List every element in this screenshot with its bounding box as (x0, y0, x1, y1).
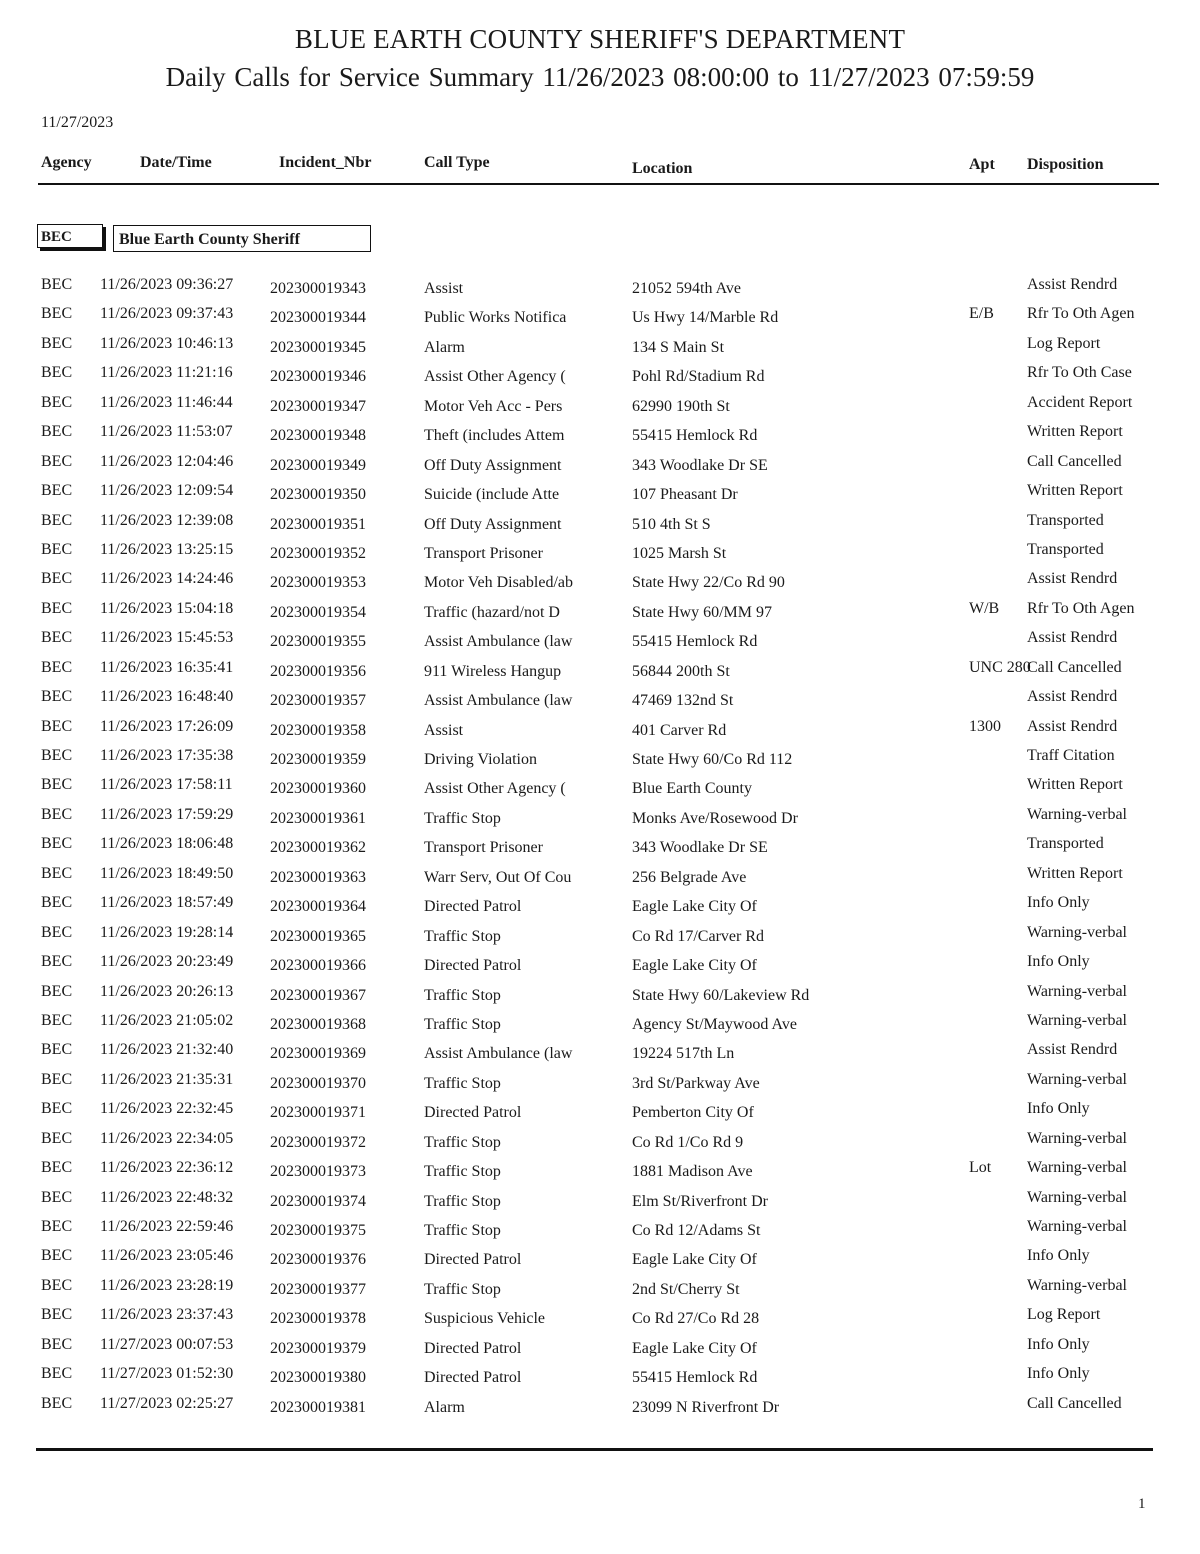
cell-incident: 202300019346 (270, 368, 366, 386)
table-row (0, 567, 1200, 596)
cell-location: Co Rd 17/Carver Rd (632, 927, 764, 945)
cell-datetime: 11/26/2023 11:46:44 (100, 393, 233, 411)
cell-agency: BEC (41, 982, 73, 1000)
cell-incident: 202300019352 (270, 544, 366, 562)
table-row (0, 921, 1200, 950)
cell-disposition: Transported (1027, 540, 1104, 558)
cell-incident: 202300019348 (270, 427, 366, 445)
cell-datetime: 11/26/2023 23:37:43 (100, 1306, 234, 1324)
cell-agency: BEC (41, 1100, 73, 1118)
cell-location: 256 Belgrade Ave (632, 868, 747, 886)
cell-location: Co Rd 1/Co Rd 9 (632, 1133, 744, 1151)
cell-agency: BEC (41, 894, 73, 912)
cell-agency: BEC (41, 393, 73, 411)
cell-incident: 202300019362 (270, 839, 366, 857)
cell-call-type: Driving Violation (424, 751, 537, 768)
cell-location: 134 S Main St (632, 338, 725, 356)
agency-group-code: BEC (37, 224, 103, 248)
cell-disposition: Assist Rendrd (1027, 1041, 1118, 1059)
table-row (0, 1009, 1200, 1038)
cell-incident: 202300019349 (270, 456, 366, 474)
cell-call-type: Public Works Notifica (424, 309, 567, 327)
cell-incident: 202300019368 (270, 1015, 366, 1033)
cell-location: 343 Woodlake Dr SE (632, 839, 768, 857)
cell-location: 55415 Hemlock Rd (632, 427, 758, 445)
cell-call-type: Assist Ambulance (law (424, 1045, 573, 1063)
table-row (0, 302, 1200, 331)
cell-incident: 202300019351 (270, 515, 366, 533)
cell-disposition: Written Report (1027, 864, 1123, 882)
cell-call-type: Traffic Stop (424, 927, 501, 945)
cell-incident: 202300019345 (270, 338, 366, 356)
cell-datetime: 11/26/2023 20:23:49 (100, 953, 234, 971)
cell-incident: 202300019354 (270, 603, 366, 621)
cell-incident: 202300019377 (270, 1280, 366, 1298)
cell-agency: BEC (41, 599, 73, 617)
cell-datetime: 11/26/2023 23:05:46 (100, 1247, 234, 1265)
table-row (0, 1186, 1200, 1215)
cell-disposition: Info Only (1027, 1365, 1090, 1383)
cell-call-type: Suspicious Vehicle (424, 1310, 546, 1328)
cell-disposition: Log Report (1027, 1306, 1101, 1324)
cell-call-type: Traffic Stop (424, 1074, 501, 1092)
cell-datetime: 11/26/2023 17:35:38 (100, 747, 234, 764)
cell-datetime: 11/27/2023 00:07:53 (100, 1335, 234, 1353)
cell-agency: BEC (41, 482, 73, 500)
cell-datetime: 11/26/2023 17:26:09 (100, 717, 234, 735)
cell-call-type: Assist Ambulance (law (424, 692, 573, 710)
cell-incident: 202300019355 (270, 633, 366, 651)
cell-call-type: Directed Patrol (424, 898, 522, 916)
cell-incident: 202300019374 (270, 1192, 366, 1210)
cell-disposition: Log Report (1027, 334, 1101, 352)
cell-datetime: 11/26/2023 20:26:13 (100, 982, 234, 1000)
cell-incident: 202300019356 (270, 662, 366, 680)
cell-datetime: 11/26/2023 22:48:32 (100, 1188, 234, 1206)
cell-call-type: Traffic Stop (424, 1192, 501, 1210)
cell-location: 21052 594th Ave (632, 280, 742, 297)
cell-agency: BEC (41, 511, 73, 529)
cell-disposition: Warning-verbal (1027, 982, 1127, 1000)
cell-disposition: Written Report (1027, 423, 1123, 441)
cell-disposition: Info Only (1027, 1335, 1090, 1353)
table-row (0, 597, 1200, 626)
cell-disposition: Rfr To Oth Agen (1027, 599, 1135, 617)
cell-agency: BEC (41, 1159, 73, 1177)
cell-location: Monks Ave/Rosewood Dr (632, 809, 798, 827)
cell-call-type: Alarm (424, 338, 465, 356)
cell-location: 1881 Madison Ave (632, 1163, 753, 1181)
cell-disposition: Call Cancelled (1027, 658, 1122, 676)
cell-incident: 202300019361 (270, 809, 366, 827)
cell-call-type: Motor Veh Acc - Pers (424, 397, 563, 415)
cell-agency: BEC (41, 423, 73, 441)
cell-call-type: Traffic Stop (424, 1222, 501, 1239)
cell-disposition: Assist Rendrd (1027, 276, 1118, 293)
cell-incident: 202300019344 (270, 309, 366, 327)
cell-disposition: Transported (1027, 511, 1104, 529)
cell-call-type: Directed Patrol (424, 957, 522, 975)
table-row (0, 980, 1200, 1009)
cell-disposition: Rfr To Oth Agen (1027, 305, 1135, 323)
cell-incident: 202300019373 (270, 1163, 366, 1181)
table-row (0, 1215, 1200, 1244)
cell-agency: BEC (41, 334, 73, 352)
cell-datetime: 11/26/2023 09:37:43 (100, 305, 234, 323)
cell-location: 2nd St/Cherry St (632, 1280, 740, 1298)
cell-disposition: Info Only (1027, 894, 1090, 912)
table-row (0, 891, 1200, 920)
cell-location: State Hwy 60/MM 97 (632, 603, 772, 621)
cell-call-type: Assist Other Agency ( (424, 368, 566, 386)
cell-agency: BEC (41, 1394, 73, 1412)
cell-call-type: Alarm (424, 1398, 465, 1416)
cell-datetime: 11/26/2023 10:46:13 (100, 334, 234, 352)
cell-disposition: Info Only (1027, 953, 1090, 971)
cell-location: 1025 Marsh St (632, 544, 727, 562)
column-header-apt: Apt (969, 156, 995, 173)
table-row (0, 273, 1200, 302)
cell-agency: BEC (41, 1218, 73, 1235)
cell-disposition: Warning-verbal (1027, 1011, 1127, 1029)
cell-disposition: Warning-verbal (1027, 923, 1127, 941)
cell-call-type: Traffic Stop (424, 1280, 501, 1298)
cell-location: Eagle Lake City Of (632, 957, 757, 975)
cell-location: Blue Earth County (632, 780, 752, 798)
cell-datetime: 11/26/2023 18:06:48 (100, 835, 234, 853)
cell-agency: BEC (41, 1041, 73, 1059)
cell-agency: BEC (41, 540, 73, 558)
cell-datetime: 11/26/2023 22:59:46 (100, 1218, 234, 1235)
table-row (0, 391, 1200, 420)
cell-location: Elm St/Riverfront Dr (632, 1192, 768, 1210)
cell-location: Eagle Lake City Of (632, 1251, 757, 1269)
cell-agency: BEC (41, 1247, 73, 1265)
cell-incident: 202300019372 (270, 1133, 366, 1151)
cell-incident: 202300019343 (270, 280, 366, 297)
table-row (0, 361, 1200, 390)
cell-agency: BEC (41, 452, 73, 470)
page-number: 1 (1138, 1496, 1146, 1512)
cell-location: 55415 Hemlock Rd (632, 633, 758, 651)
cell-disposition: Call Cancelled (1027, 452, 1122, 470)
cell-incident: 202300019370 (270, 1074, 366, 1092)
cell-incident: 202300019376 (270, 1251, 366, 1269)
table-row (0, 1156, 1200, 1185)
cell-apt: 1300 (969, 717, 1001, 735)
cell-incident: 202300019379 (270, 1339, 366, 1357)
cell-incident: 202300019371 (270, 1104, 366, 1122)
cell-incident: 202300019378 (270, 1310, 366, 1328)
cell-incident: 202300019363 (270, 868, 366, 886)
cell-agency: BEC (41, 658, 73, 676)
cell-disposition: Written Report (1027, 776, 1123, 794)
table-row (0, 1392, 1200, 1421)
cell-incident: 202300019347 (270, 397, 366, 415)
cell-datetime: 11/26/2023 21:05:02 (100, 1011, 234, 1029)
table-row (0, 1303, 1200, 1332)
cell-agency: BEC (41, 1129, 73, 1147)
cell-disposition: Warning-verbal (1027, 1188, 1127, 1206)
cell-apt: UNC 280 (969, 658, 1031, 676)
cell-call-type: Directed Patrol (424, 1339, 522, 1357)
cell-datetime: 11/26/2023 11:21:16 (100, 364, 233, 382)
cell-agency: BEC (41, 1365, 73, 1383)
header-divider (38, 183, 1159, 185)
table-row (0, 626, 1200, 655)
column-header-disposition: Disposition (1027, 156, 1104, 173)
cell-location: 401 Carver Rd (632, 721, 727, 739)
table-row (0, 950, 1200, 979)
cell-incident: 202300019365 (270, 927, 366, 945)
cell-incident: 202300019375 (270, 1222, 366, 1239)
cell-apt: Lot (969, 1159, 992, 1177)
table-row (0, 1127, 1200, 1156)
cell-location: 62990 190th St (632, 397, 730, 415)
cell-call-type: Traffic (hazard/not D (424, 603, 560, 621)
table-row (0, 509, 1200, 538)
cell-datetime: 11/26/2023 21:35:31 (100, 1070, 234, 1088)
cell-agency: BEC (41, 1011, 73, 1029)
cell-location: 23099 N Riverfront Dr (632, 1398, 780, 1416)
report-subtitle: Daily Calls for Service Summary 11/26/2023 08:00:00 to 11/27/2023 07:59:59 (165, 62, 1035, 92)
column-header-incident: Incident_Nbr (279, 154, 372, 171)
cell-disposition: Warning-verbal (1027, 1218, 1127, 1235)
cell-agency: BEC (41, 953, 73, 971)
table-row (0, 538, 1200, 567)
table-row (0, 1274, 1200, 1303)
cell-incident: 202300019366 (270, 957, 366, 975)
cell-disposition: Assist Rendrd (1027, 717, 1118, 735)
cell-datetime: 11/26/2023 22:32:45 (100, 1100, 234, 1118)
cell-location: 19224 517th Ln (632, 1045, 735, 1063)
cell-location: Pohl Rd/Stadium Rd (632, 368, 765, 386)
cell-datetime: 11/26/2023 19:28:14 (100, 923, 234, 941)
column-header-location: Location (632, 160, 693, 177)
cell-agency: BEC (41, 570, 73, 588)
cell-agency: BEC (41, 1188, 73, 1206)
cell-call-type: Theft (includes Attem (424, 427, 565, 445)
table-row (0, 1068, 1200, 1097)
cell-call-type: Traffic Stop (424, 1163, 501, 1181)
cell-datetime: 11/26/2023 21:32:40 (100, 1041, 234, 1059)
table-row (0, 803, 1200, 832)
cell-disposition: Assist Rendrd (1027, 629, 1118, 647)
cell-disposition: Warning-verbal (1027, 1159, 1127, 1177)
cell-datetime: 11/26/2023 17:58:11 (100, 776, 233, 794)
cell-location: State Hwy 60/Co Rd 112 (632, 751, 793, 768)
cell-call-type: Motor Veh Disabled/ab (424, 574, 574, 592)
cell-agency: BEC (41, 805, 73, 823)
cell-datetime: 11/27/2023 01:52:30 (100, 1365, 234, 1383)
cell-apt: E/B (969, 305, 994, 323)
cell-disposition: Info Only (1027, 1247, 1090, 1265)
cell-location: Co Rd 27/Co Rd 28 (632, 1310, 760, 1328)
cell-call-type: Traffic Stop (424, 1133, 501, 1151)
cell-location: 55415 Hemlock Rd (632, 1369, 758, 1387)
table-row (0, 715, 1200, 744)
cell-datetime: 11/26/2023 16:48:40 (100, 688, 234, 706)
cell-apt: W/B (969, 599, 1000, 617)
table-row (0, 656, 1200, 685)
cell-incident: 202300019357 (270, 692, 366, 710)
table-row (0, 1333, 1200, 1362)
cell-call-type: Suicide (include Atte (424, 486, 560, 504)
cell-disposition: Transported (1027, 835, 1104, 853)
cell-datetime: 11/26/2023 15:45:53 (100, 629, 234, 647)
cell-disposition: Assist Rendrd (1027, 688, 1118, 706)
cell-datetime: 11/27/2023 02:25:27 (100, 1394, 234, 1412)
cell-incident: 202300019353 (270, 574, 366, 592)
cell-datetime: 11/26/2023 12:09:54 (100, 482, 234, 500)
table-row (0, 1038, 1200, 1067)
table-row (0, 332, 1200, 361)
cell-agency: BEC (41, 364, 73, 382)
cell-incident: 202300019350 (270, 486, 366, 504)
cell-location: 343 Woodlake Dr SE (632, 456, 768, 474)
cell-agency: BEC (41, 1070, 73, 1088)
cell-location: 107 Pheasant Dr (632, 486, 738, 504)
cell-incident: 202300019359 (270, 751, 366, 768)
cell-datetime: 11/26/2023 23:28:19 (100, 1276, 234, 1294)
cell-call-type: Traffic Stop (424, 809, 501, 827)
cell-location: State Hwy 22/Co Rd 90 (632, 574, 785, 592)
cell-call-type: Off Duty Assignment (424, 456, 562, 474)
column-header-datetime: Date/Time (140, 154, 212, 171)
cell-location: Us Hwy 14/Marble Rd (632, 309, 779, 327)
table-row (0, 450, 1200, 479)
table-row (0, 832, 1200, 861)
cell-incident: 202300019358 (270, 721, 366, 739)
cell-disposition: Accident Report (1027, 393, 1133, 411)
cell-disposition: Assist Rendrd (1027, 570, 1118, 588)
cell-call-type: Assist Other Agency ( (424, 780, 566, 798)
cell-call-type: Assist (424, 280, 464, 297)
cell-agency: BEC (41, 629, 73, 647)
cell-incident: 202300019369 (270, 1045, 366, 1063)
cell-location: Eagle Lake City Of (632, 1339, 757, 1357)
cell-location: 3rd St/Parkway Ave (632, 1074, 760, 1092)
cell-disposition: Call Cancelled (1027, 1394, 1122, 1412)
cell-datetime: 11/26/2023 22:34:05 (100, 1129, 234, 1147)
cell-location: State Hwy 60/Lakeview Rd (632, 986, 810, 1004)
cell-agency: BEC (41, 923, 73, 941)
cell-call-type: 911 Wireless Hangup (424, 662, 562, 680)
cell-disposition: Info Only (1027, 1100, 1090, 1118)
cell-agency: BEC (41, 864, 73, 882)
cell-agency: BEC (41, 305, 73, 323)
cell-incident: 202300019364 (270, 898, 366, 916)
cell-incident: 202300019381 (270, 1398, 366, 1416)
cell-disposition: Written Report (1027, 482, 1123, 500)
cell-agency: BEC (41, 1335, 73, 1353)
cell-incident: 202300019360 (270, 780, 366, 798)
cell-datetime: 11/26/2023 22:36:12 (100, 1159, 234, 1177)
cell-location: Co Rd 12/Adams St (632, 1222, 761, 1239)
cell-disposition: Warning-verbal (1027, 1070, 1127, 1088)
cell-datetime: 11/26/2023 18:57:49 (100, 894, 234, 912)
cell-agency: BEC (41, 1276, 73, 1294)
cell-call-type: Traffic Stop (424, 1015, 501, 1033)
table-row (0, 773, 1200, 802)
column-header-agency: Agency (41, 154, 92, 171)
cell-agency: BEC (41, 688, 73, 706)
footer-divider (36, 1448, 1153, 1451)
cell-call-type: Off Duty Assignment (424, 515, 562, 533)
cell-datetime: 11/26/2023 12:04:46 (100, 452, 234, 470)
table-row (0, 744, 1200, 773)
cell-datetime: 11/26/2023 15:04:18 (100, 599, 234, 617)
cell-datetime: 11/26/2023 14:24:46 (100, 570, 234, 588)
cell-incident: 202300019380 (270, 1369, 366, 1387)
column-header-call-type: Call Type (424, 154, 490, 171)
cell-location: Agency St/Maywood Ave (632, 1015, 798, 1033)
table-row (0, 685, 1200, 714)
cell-call-type: Transport Prisoner (424, 839, 543, 857)
cell-location: Eagle Lake City Of (632, 898, 757, 916)
cell-disposition: Rfr To Oth Case (1027, 364, 1132, 382)
calls-table (0, 273, 1200, 1421)
cell-call-type: Assist Ambulance (law (424, 633, 573, 651)
cell-datetime: 11/26/2023 12:39:08 (100, 511, 234, 529)
cell-location: 510 4th St S (632, 515, 711, 533)
cell-location: 47469 132nd St (632, 692, 734, 710)
cell-datetime: 11/26/2023 11:53:07 (100, 423, 233, 441)
cell-call-type: Warr Serv, Out Of Cou (424, 868, 572, 886)
table-row (0, 420, 1200, 449)
cell-call-type: Directed Patrol (424, 1369, 522, 1387)
cell-datetime: 11/26/2023 16:35:41 (100, 658, 234, 676)
print-date: 11/27/2023 (41, 114, 114, 131)
cell-datetime: 11/26/2023 18:49:50 (100, 864, 234, 882)
cell-datetime: 11/26/2023 09:36:27 (100, 276, 234, 293)
cell-call-type: Traffic Stop (424, 986, 501, 1004)
cell-call-type: Directed Patrol (424, 1251, 522, 1269)
agency-group-name: Blue Earth County Sheriff (113, 225, 371, 252)
cell-location: Pemberton City Of (632, 1104, 754, 1122)
cell-agency: BEC (41, 776, 73, 794)
cell-agency: BEC (41, 747, 73, 764)
table-row (0, 1362, 1200, 1391)
table-row (0, 1244, 1200, 1273)
cell-datetime: 11/26/2023 17:59:29 (100, 805, 234, 823)
cell-disposition: Traff Citation (1027, 747, 1115, 764)
table-row (0, 1097, 1200, 1126)
report-title: BLUE EARTH COUNTY SHERIFF'S DEPARTMENT (294, 24, 906, 54)
cell-datetime: 11/26/2023 13:25:15 (100, 540, 234, 558)
cell-call-type: Transport Prisoner (424, 544, 543, 562)
cell-agency: BEC (41, 276, 73, 293)
cell-call-type: Assist (424, 721, 464, 739)
cell-disposition: Warning-verbal (1027, 805, 1127, 823)
table-row (0, 862, 1200, 891)
table-row (0, 479, 1200, 508)
cell-location: 56844 200th St (632, 662, 730, 680)
cell-agency: BEC (41, 717, 73, 735)
cell-disposition: Warning-verbal (1027, 1129, 1127, 1147)
cell-disposition: Warning-verbal (1027, 1276, 1127, 1294)
cell-incident: 202300019367 (270, 986, 366, 1004)
cell-agency: BEC (41, 835, 73, 853)
cell-call-type: Directed Patrol (424, 1104, 522, 1122)
cell-agency: BEC (41, 1306, 73, 1324)
